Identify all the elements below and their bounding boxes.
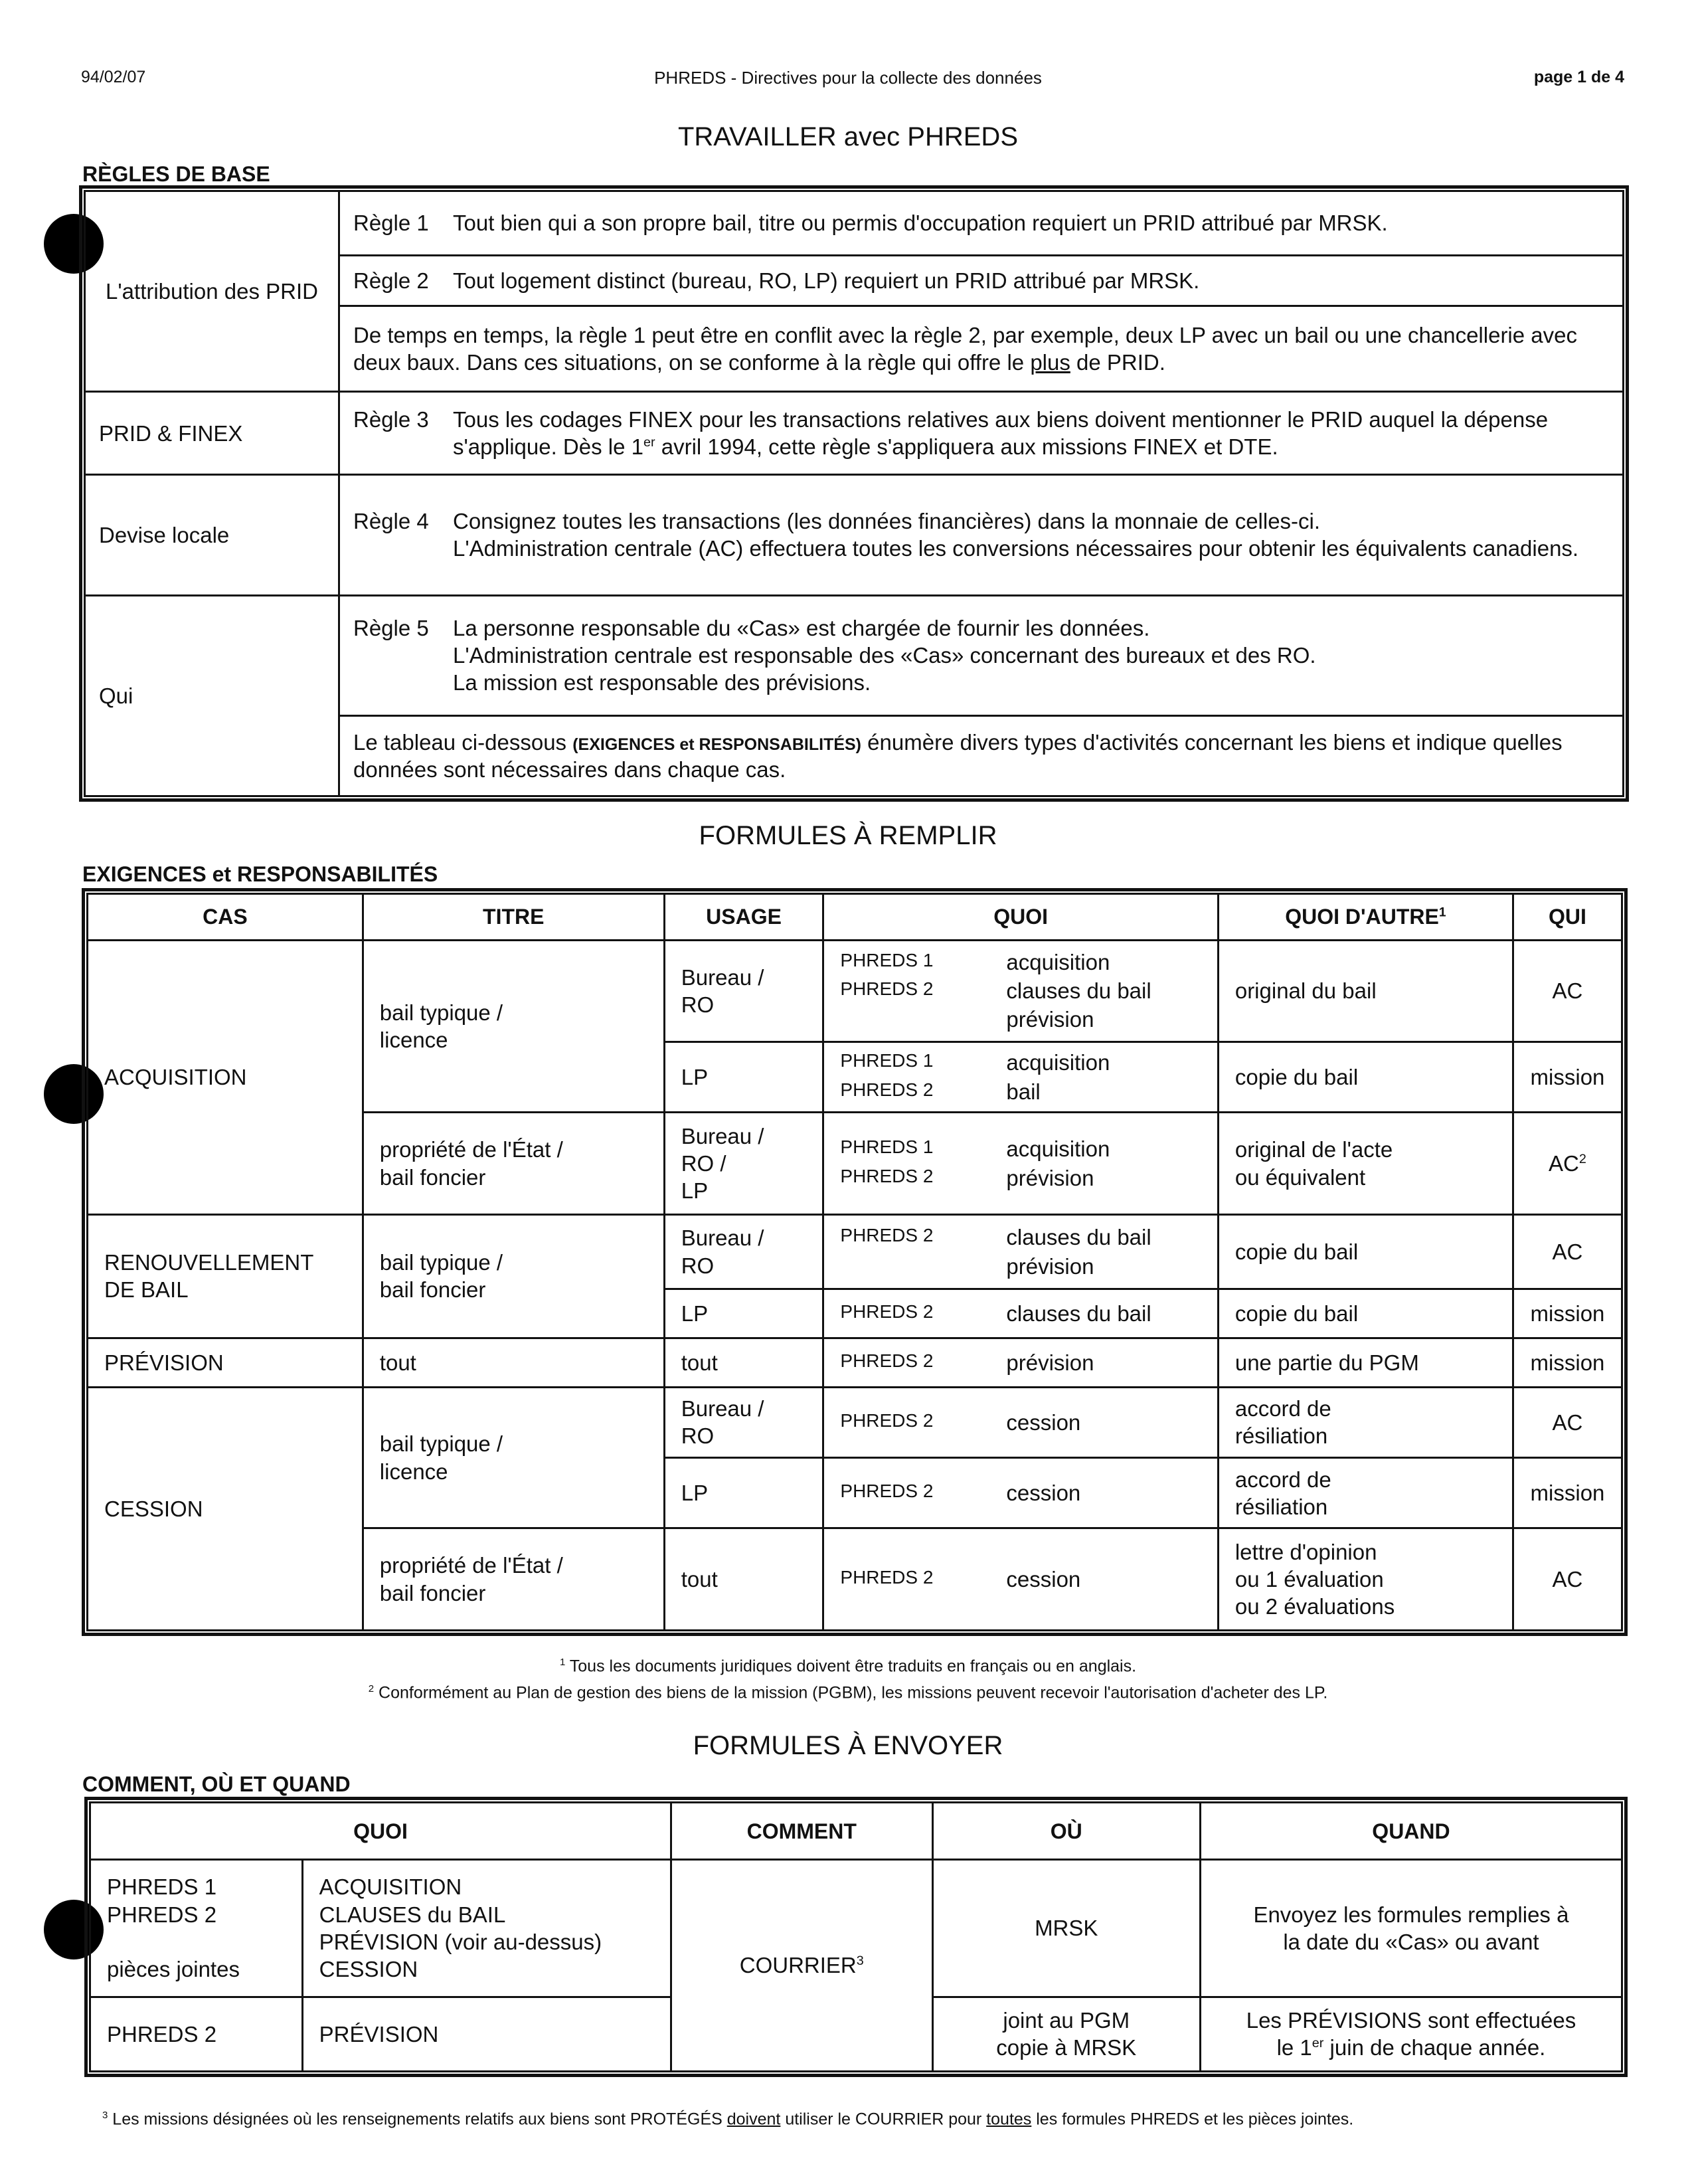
cas-acquisition: ACQUISITION bbox=[88, 940, 363, 1214]
envoi-items: PRÉVISION bbox=[302, 1997, 671, 2071]
regles-label-attribution: L'attribution des PRID bbox=[85, 191, 339, 392]
quoi-cell: PHREDS 2 cession bbox=[823, 1528, 1218, 1631]
autre-cell: lettre d'opinion ou 1 évaluation ou 2 évaluations bbox=[1218, 1528, 1513, 1631]
usage-cell: LP bbox=[664, 1458, 823, 1528]
regles-table bbox=[84, 190, 1624, 797]
qui-cell: mission bbox=[1513, 1338, 1622, 1388]
regle-1-2-conflict-note: De temps en temps, la règle 1 peut être en conflit avec la règle 2, par exemple, deux LP avec un bail ou une chancellerie avec deux baux. Dans ces situations, on se conforme à la règle qui offre le plus de PRID. bbox=[339, 306, 1624, 392]
tableau-note: Le tableau ci-dessous (EXIGENCES et RESPONSABILITÉS) énumère divers types d'activités concernant les biens et indique quelles données sont nécessaires dans chaque cas. bbox=[339, 716, 1624, 796]
usage-cell: Bureau / RO bbox=[664, 1387, 823, 1457]
titre-cell: propriété de l'État / bail foncier bbox=[363, 1113, 664, 1214]
regle-5: Règle 5 La personne responsable du «Cas» est chargée de fournir les données. L'Administration centrale est responsable des «Cas» concernant des bureaux et des RO. La mission est responsable des prévisions. bbox=[339, 595, 1624, 715]
quand-row2: Les PRÉVISIONS sont effectuées le 1er juin de chaque année. bbox=[1200, 1997, 1622, 2071]
col-header-titre: TITRE bbox=[363, 894, 664, 941]
autre-cell: original de l'acte ou équivalent bbox=[1218, 1113, 1513, 1214]
footnote-1: $^1$ Tous les documents juridiques doivent être traduits en français ou en anglais. bbox=[559, 1657, 1137, 1676]
col-header-comment: COMMENT bbox=[671, 1803, 932, 1860]
quoi-cell: PHREDS 1 acquisition PHREDS 2 bail bbox=[823, 1042, 1218, 1113]
envoi-forms: PHREDS 1 PHREDS 2 pièces jointes bbox=[90, 1860, 303, 1997]
ou-mrsk: MRSK bbox=[932, 1860, 1200, 1997]
section-title-formules-envoyer: FORMULES À ENVOYER bbox=[693, 1731, 1003, 1760]
autre-cell: une partie du PGM bbox=[1218, 1338, 1513, 1388]
regles-label-qui: Qui bbox=[85, 595, 339, 796]
qui-cell: AC bbox=[1513, 1528, 1622, 1631]
col-header-quoi-autre: QUOI D'AUTRE$^1$ bbox=[1218, 894, 1513, 941]
titre-cell: bail typique / licence bbox=[363, 940, 664, 1113]
col-header-ou: OÙ bbox=[932, 1803, 1200, 1860]
regles-label-devise: Devise locale bbox=[85, 475, 339, 595]
section-label-regles: RÈGLES DE BASE bbox=[82, 162, 270, 186]
qui-cell: mission bbox=[1513, 1042, 1622, 1113]
autre-cell: copie du bail bbox=[1218, 1042, 1513, 1113]
quoi-cell: PHREDS 2 prévision bbox=[823, 1338, 1218, 1388]
usage-cell: Bureau / RO bbox=[664, 1214, 823, 1289]
autre-cell: original du bail bbox=[1218, 940, 1513, 1042]
comment-table bbox=[89, 1801, 1623, 2072]
qui-cell: AC bbox=[1513, 940, 1622, 1042]
col-header-cas: CAS bbox=[88, 894, 363, 941]
ou-pgm: joint au PGM copie à MRSK bbox=[932, 1997, 1200, 2071]
col-header-quand: QUAND bbox=[1200, 1803, 1622, 1860]
col-header-quoi: QUOI bbox=[823, 894, 1218, 941]
footnote-3: $^3$ Les missions désignées où les renseignements relatifs aux biens sont PROTÉGÉS doivent utiliser le COURRIER pour toutes les formules PHREDS et les pièces jointes. bbox=[102, 2110, 1354, 2129]
usage-cell: Bureau / RO bbox=[664, 940, 823, 1042]
section-label-comment: COMMENT, OÙ ET QUAND bbox=[82, 1772, 351, 1796]
section-title-formules-remplir: FORMULES À REMPLIR bbox=[699, 821, 997, 850]
envoi-forms: PHREDS 2 bbox=[90, 1997, 303, 2071]
qui-cell: mission bbox=[1513, 1289, 1622, 1338]
header-page: page 1 de 4 bbox=[1533, 68, 1624, 86]
comment-courrier: COURRIER$^3$ bbox=[671, 1860, 932, 2072]
footnote-2: $^2$ Conformément au Plan de gestion des biens de la mission (PGBM), les missions peuvent recevoir l'autorisation d'acheter des LP. bbox=[368, 1683, 1328, 1702]
col-header-quoi: QUOI bbox=[90, 1803, 671, 1860]
regles-label-prid-finex: PRID & FINEX bbox=[85, 392, 339, 475]
qui-cell: mission bbox=[1513, 1458, 1622, 1528]
quoi-cell: PHREDS 2 clauses du bail bbox=[823, 1289, 1218, 1338]
quoi-cell: PHREDS 2 clauses du bail prévision bbox=[823, 1214, 1218, 1289]
usage-cell: Bureau / RO / LP bbox=[664, 1113, 823, 1214]
exigences-table bbox=[86, 893, 1623, 1631]
regle-3: Règle 3 Tous les codages FINEX pour les transactions relatives aux biens doivent mentionner le PRID auquel la dépense s'applique. Dès le 1er avril 1994, cette règle s'appliquera aux missions FINEX et DTE. bbox=[339, 392, 1624, 475]
envoi-items: ACQUISITION CLAUSES du BAIL PRÉVISION (voir au-dessus) CESSION bbox=[302, 1860, 671, 1997]
autre-cell: accord de résiliation bbox=[1218, 1387, 1513, 1457]
titre-cell: bail typique / licence bbox=[363, 1387, 664, 1528]
autre-cell: accord de résiliation bbox=[1218, 1458, 1513, 1528]
regle-1: Règle 1 Tout bien qui a son propre bail, titre ou permis d'occupation requiert un PRID attribué par MRSK. bbox=[339, 191, 1624, 256]
quoi-cell: PHREDS 2 cession bbox=[823, 1387, 1218, 1457]
header-title: PHREDS - Directives pour la collecte des données bbox=[654, 68, 1042, 88]
col-header-qui: QUI bbox=[1513, 894, 1622, 941]
qui-cell: $AC^2$ bbox=[1513, 1113, 1622, 1214]
regle-4: Règle 4 Consignez toutes les transactions (les données financières) dans la monnaie de celles-ci. L'Administration centrale (AC) effectuera toutes les conversions nécessaires pour obtenir les équivalents canadiens. bbox=[339, 475, 1624, 595]
usage-cell: tout bbox=[664, 1528, 823, 1631]
usage-cell: LP bbox=[664, 1042, 823, 1113]
quoi-cell: PHREDS 2 cession bbox=[823, 1458, 1218, 1528]
usage-cell: LP bbox=[664, 1289, 823, 1338]
usage-cell: tout bbox=[664, 1338, 823, 1388]
quoi-cell: PHREDS 1 acquisition PHREDS 2 clauses du bail prévision bbox=[823, 940, 1218, 1042]
header-date: 94/02/07 bbox=[81, 68, 146, 86]
qui-cell: AC bbox=[1513, 1214, 1622, 1289]
section-title-travailler: TRAVAILLER avec PHREDS bbox=[677, 122, 1018, 151]
cas-renouvellement: RENOUVELLEMENT DE BAIL bbox=[88, 1214, 363, 1338]
titre-cell: propriété de l'État / bail foncier bbox=[363, 1528, 664, 1631]
autre-cell: copie du bail bbox=[1218, 1289, 1513, 1338]
quand-row1: Envoyez les formules remplies à la date du «Cas» ou avant bbox=[1200, 1860, 1622, 1997]
col-header-usage: USAGE bbox=[664, 894, 823, 941]
qui-cell: AC bbox=[1513, 1387, 1622, 1457]
cas-prevision: PRÉVISION bbox=[88, 1338, 363, 1388]
autre-cell: copie du bail bbox=[1218, 1214, 1513, 1289]
cas-cession: CESSION bbox=[88, 1387, 363, 1630]
section-label-exigences: EXIGENCES et RESPONSABILITÉS bbox=[82, 862, 438, 886]
quoi-cell: PHREDS 1 acquisition PHREDS 2 prévision bbox=[823, 1113, 1218, 1214]
regle-2: Règle 2 Tout logement distinct (bureau, RO, LP) requiert un PRID attribué par MRSK. bbox=[339, 255, 1624, 306]
titre-cell: tout bbox=[363, 1338, 664, 1388]
titre-cell: bail typique / bail foncier bbox=[363, 1214, 664, 1338]
